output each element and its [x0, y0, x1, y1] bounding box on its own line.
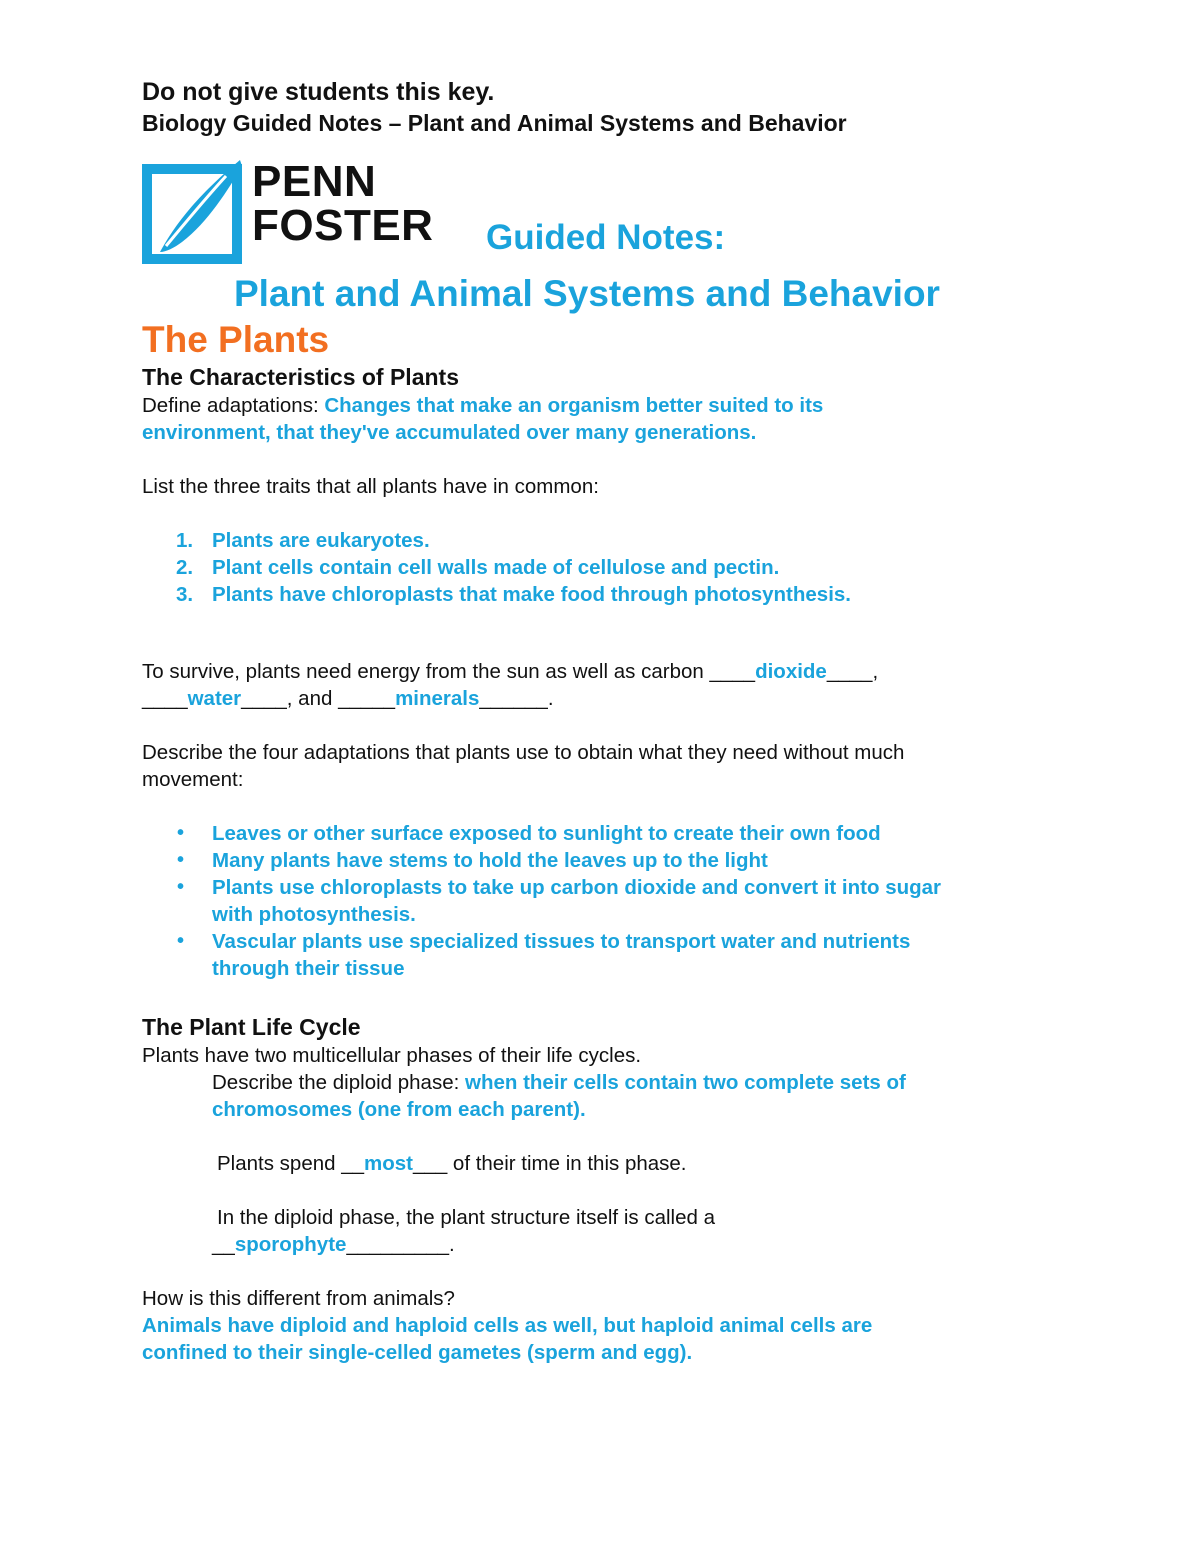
- logo-row: [142, 148, 1082, 268]
- define-answer-cont: environment, that they've accumulated over many generations.: [142, 421, 757, 444]
- guided-notes-label: Guided Notes:: [486, 218, 726, 257]
- answer-most: most: [364, 1152, 414, 1175]
- list-item: 3. Plants have chloroplasts that make food through photosynthesis.: [176, 583, 852, 606]
- answer-minerals: minerals: [395, 687, 480, 710]
- list-item: • Vascular plants use specialized tissues to transport water and nutrients through their tissue: [177, 930, 911, 980]
- adaptations-prompt: Describe the four adaptations that plants use to obtain what they need without much: [142, 741, 905, 764]
- answer-dioxide: dioxide: [755, 660, 827, 683]
- list-item: • Many plants have stems to hold the leaves up to the light: [177, 849, 768, 872]
- logo-line-penn: PENN: [252, 157, 377, 206]
- adaptations-prompt-cont: movement:: [142, 768, 244, 791]
- structure-sentence-cont: __sporophyte_________.: [212, 1233, 455, 1256]
- define-adaptations: [142, 392, 1082, 419]
- survive-sentence: To survive, plants need energy from the sun as well as carbon ____dioxide____,: [142, 660, 879, 683]
- answer-water: water: [187, 687, 242, 710]
- lifecycle-heading: The Plant Life Cycle: [142, 1014, 361, 1040]
- key-warning: Do not give students this key.: [142, 78, 495, 106]
- document-page: [142, 76, 1082, 1366]
- diploid-description: Describe the diploid phase: when their cells contain two complete sets of: [212, 1071, 906, 1094]
- structure-sentence: In the diploid phase, the plant structure itself is called a: [217, 1206, 715, 1229]
- answer-sporophyte: sporophyte: [234, 1233, 347, 1256]
- penn-foster-wordmark: [252, 157, 434, 250]
- course-title: Biology Guided Notes – Plant and Animal Systems and Behavior: [142, 110, 847, 136]
- traits-list: [142, 527, 1082, 608]
- penn-foster-feather-logo-icon: [142, 160, 242, 264]
- survive-sentence-cont: ____water____, and _____minerals______.: [142, 687, 554, 710]
- list-item: 1. Plants are eukaryotes.: [176, 529, 430, 552]
- time-spent-sentence: Plants spend __most___ of their time in this phase.: [217, 1152, 687, 1175]
- list-item: • Plants use chloroplasts to take up carbon dioxide and convert it into sugar with photosynthesis.: [177, 876, 942, 926]
- animals-answer: Animals have diploid and haploid cells as well, but haploid animal cells are: [142, 1314, 873, 1337]
- lifecycle-intro: Plants have two multicellular phases of their life cycles.: [142, 1044, 642, 1067]
- main-title: Plant and Animal Systems and Behavior: [234, 273, 940, 314]
- define-label: Define adaptations:: [142, 394, 325, 417]
- animals-answer-cont: confined to their single-celled gametes (sperm and egg).: [142, 1341, 693, 1364]
- define-answer: Changes that make an organism better suited to its: [324, 394, 824, 417]
- list-item: 2. Plant cells contain cell walls made of cellulose and pectin.: [176, 556, 780, 579]
- traits-prompt: List the three traits that all plants have in common:: [142, 475, 599, 498]
- animals-question: How is this different from animals?: [142, 1287, 455, 1310]
- adaptations-list: [142, 820, 1082, 982]
- diploid-description-cont: chromosomes (one from each parent).: [212, 1098, 586, 1121]
- section-title: The Plants: [142, 319, 330, 360]
- list-item: • Leaves or other surface exposed to sunlight to create their own food: [177, 822, 881, 845]
- logo-line-foster: FOSTER: [252, 201, 434, 250]
- characteristics-heading: The Characteristics of Plants: [142, 364, 459, 390]
